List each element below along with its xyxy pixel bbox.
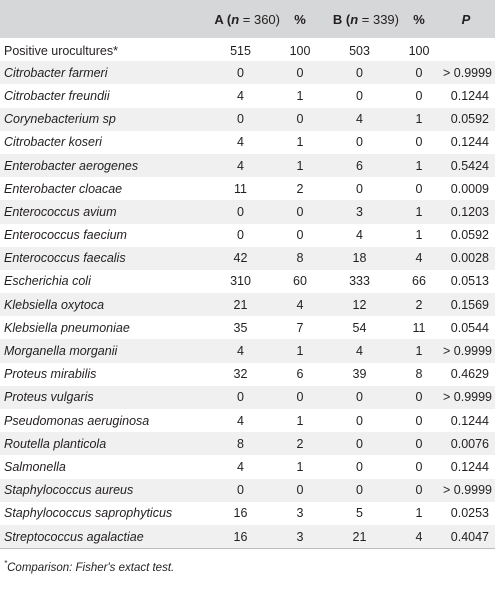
p-value-cell: 0.4047 [450, 529, 489, 544]
count-a-cell: 0 [237, 204, 244, 219]
count-b-cell: 0 [356, 459, 363, 474]
p-value-cell: 0.0513 [450, 274, 489, 289]
percent-a-cell: 0 [296, 204, 304, 219]
percent-b-cell: 0 [415, 88, 423, 103]
count-a-cell: 4 [237, 413, 244, 428]
organism-cell: Klebsiella pneumoniae [4, 320, 130, 335]
percent-b-cell: 1 [415, 158, 423, 173]
percent-b-cell: 1 [415, 112, 423, 127]
p-value-cell: > 0.9999 [443, 344, 493, 359]
count-a-cell: 4 [237, 459, 244, 474]
percent-a-cell: 100 [289, 44, 311, 59]
header-organism [0, 0, 199, 38]
organism-cell: Enterobacter cloacae [4, 181, 123, 196]
table-row [0, 409, 495, 432]
p-value-cell: 0.0028 [450, 251, 489, 266]
p-value-cell: 0.0592 [450, 228, 489, 243]
count-a-cell: 16 [233, 529, 248, 544]
percent-a-cell: 0 [296, 390, 304, 405]
table-row [0, 525, 495, 548]
organism-cell: Routella planticola [4, 436, 107, 451]
percent-a-cell: 1 [296, 88, 304, 103]
p-value-cell: 0.5424 [450, 158, 489, 173]
table-row [0, 177, 495, 200]
percent-b-cell: 0 [415, 181, 423, 196]
organism-cell: Salmonella [4, 459, 66, 474]
table-row [0, 293, 495, 316]
percent-b-cell: 0 [415, 65, 423, 80]
count-a-cell: 4 [237, 344, 244, 359]
percent-b-cell: 0 [415, 459, 423, 474]
count-b-cell: 5 [356, 506, 363, 521]
count-b-cell: 4 [356, 344, 363, 359]
table-row [0, 316, 495, 339]
table-row [0, 386, 495, 409]
count-b-cell: 0 [356, 413, 363, 428]
percent-a-cell: 7 [296, 320, 304, 335]
table-row [0, 200, 495, 223]
percent-b-cell: 1 [415, 228, 423, 243]
percent-a-cell: 1 [296, 158, 304, 173]
count-a-cell: 0 [237, 65, 244, 80]
percent-a-cell: 4 [296, 297, 304, 312]
percent-a-cell: 8 [296, 251, 304, 266]
table-row [0, 108, 495, 131]
p-value-cell: > 0.9999 [443, 390, 493, 405]
organism-cell: Positive urocultures* [4, 44, 118, 59]
percent-a-cell: 60 [293, 274, 307, 289]
percent-b-cell: 0 [415, 390, 423, 405]
p-value-cell [437, 38, 495, 61]
table-row [0, 363, 495, 386]
table-row [0, 455, 495, 478]
p-value-cell: 0.1203 [450, 204, 489, 219]
organism-cell: Corynebacterium sp [4, 112, 116, 127]
percent-b-cell: 4 [415, 529, 423, 544]
p-value-cell: 0.0592 [450, 112, 489, 127]
count-b-cell: 0 [356, 181, 363, 196]
percent-b-cell: 0 [415, 413, 423, 428]
table-row [0, 131, 495, 154]
percent-a-cell: 1 [296, 413, 304, 428]
organism-cell: Citrobacter farmeri [4, 65, 108, 80]
p-value-cell: 0.0076 [450, 436, 489, 451]
table-row [0, 38, 495, 61]
count-b-cell: 12 [352, 297, 367, 312]
percent-b-cell: 0 [415, 436, 423, 451]
organism-cell: Citrobacter koseri [4, 135, 102, 150]
percent-b-cell: 1 [415, 344, 423, 359]
count-a-cell: 4 [237, 135, 244, 150]
count-a-cell: 0 [237, 228, 244, 243]
header-group-a: A (n = 360) [214, 11, 280, 27]
count-a-cell: 515 [230, 44, 251, 59]
percent-a-cell: 3 [296, 506, 304, 521]
count-b-cell: 0 [356, 390, 363, 405]
header-percent-b: % [413, 11, 425, 27]
organism-cell: Staphylococcus saprophyticus [4, 506, 173, 521]
count-b-cell: 503 [349, 44, 370, 59]
table-row [0, 270, 495, 293]
organism-cell: Streptococcus agalactiae [4, 529, 144, 544]
table-row [0, 432, 495, 455]
percent-b-cell: 0 [415, 483, 423, 498]
percent-a-cell: 3 [296, 529, 304, 544]
percent-a-cell: 1 [296, 135, 304, 150]
organism-cell: Pseudomonas aeruginosa [4, 413, 150, 428]
p-value-cell: > 0.9999 [443, 483, 493, 498]
count-a-cell: 0 [237, 112, 244, 127]
organism-cell: Enterococcus faecium [4, 228, 127, 243]
count-b-cell: 21 [352, 529, 367, 544]
count-b-cell: 0 [356, 135, 363, 150]
percent-b-cell: 11 [412, 320, 426, 335]
table-row [0, 224, 495, 247]
count-b-cell: 0 [356, 436, 363, 451]
organism-cell: Klebsiella oxytoca [4, 297, 105, 312]
header-percent-a: % [294, 11, 306, 27]
count-b-cell: 39 [352, 367, 367, 382]
count-a-cell: 32 [233, 367, 248, 382]
organism-cell: Citrobacter freundii [4, 88, 110, 103]
p-value-cell: 0.0253 [450, 506, 489, 521]
table-body [0, 38, 495, 548]
count-a-cell: 310 [230, 274, 251, 289]
table-row [0, 502, 495, 525]
header-group-b: B (n = 339) [332, 11, 399, 27]
p-value-cell: 0.0544 [450, 320, 489, 335]
count-a-cell: 8 [237, 436, 244, 451]
table-row [0, 154, 495, 177]
organism-cell: Proteus mirabilis [4, 367, 97, 382]
count-a-cell: 4 [237, 158, 244, 173]
p-value-cell: 0.1244 [450, 135, 489, 150]
organism-cell: Escherichia coli [4, 274, 91, 289]
count-b-cell: 0 [356, 483, 363, 498]
p-value-cell: 0.1244 [450, 413, 489, 428]
table-row [0, 84, 495, 107]
count-a-cell: 11 [234, 181, 247, 196]
percent-a-cell: 0 [296, 483, 304, 498]
percent-a-cell: 2 [296, 181, 304, 196]
table-row [0, 479, 495, 502]
percent-b-cell: 66 [412, 274, 426, 289]
p-value-cell: > 0.9999 [443, 65, 493, 80]
percent-b-cell: 2 [415, 297, 423, 312]
percent-a-cell: 0 [296, 112, 304, 127]
percent-a-cell: 0 [296, 228, 304, 243]
table-header-row [0, 0, 495, 38]
percent-b-cell: 0 [415, 135, 423, 150]
percent-b-cell: 1 [415, 204, 423, 219]
table-footnote: *Comparison: Fisher's extact test. [4, 559, 175, 574]
count-a-cell: 35 [233, 320, 248, 335]
count-b-cell: 6 [356, 158, 363, 173]
table-row [0, 247, 495, 270]
count-b-cell: 3 [356, 204, 363, 219]
organism-cell: Enterococcus faecalis [4, 251, 126, 266]
header-p-value: P [461, 11, 471, 27]
count-b-cell: 333 [349, 274, 370, 289]
p-value-cell: 0.4629 [450, 367, 489, 382]
count-a-cell: 16 [233, 506, 248, 521]
organism-cell: Enterococcus avium [4, 204, 117, 219]
p-value-cell: 0.1569 [450, 297, 489, 312]
percent-a-cell: 1 [296, 459, 304, 474]
p-value-cell: 0.0009 [450, 181, 489, 196]
percent-a-cell: 2 [296, 436, 304, 451]
organism-cell: Proteus vulgaris [4, 390, 94, 405]
count-b-cell: 4 [356, 112, 363, 127]
count-b-cell: 4 [356, 228, 363, 243]
percent-b-cell: 1 [415, 506, 423, 521]
p-value-cell: 0.1244 [450, 459, 489, 474]
percent-b-cell: 100 [408, 44, 430, 59]
p-value-cell: 0.1244 [450, 88, 489, 103]
count-b-cell: 18 [352, 251, 367, 266]
count-b-cell: 54 [352, 320, 367, 335]
percent-b-cell: 4 [415, 251, 423, 266]
organism-cell: Morganella morganii [4, 344, 118, 359]
count-a-cell: 21 [233, 297, 248, 312]
percent-a-cell: 0 [296, 65, 304, 80]
organism-cell: Staphylococcus aureus [4, 483, 134, 498]
count-b-cell: 0 [356, 88, 363, 103]
table-row [0, 339, 495, 362]
table-row [0, 61, 495, 84]
count-b-cell: 0 [356, 65, 363, 80]
count-a-cell: 42 [233, 251, 248, 266]
count-a-cell: 4 [237, 88, 244, 103]
percent-a-cell: 6 [296, 367, 304, 382]
count-a-cell: 0 [237, 390, 244, 405]
count-a-cell: 0 [237, 483, 244, 498]
organism-cell: Enterobacter aerogenes [4, 158, 139, 173]
percent-b-cell: 8 [415, 367, 423, 382]
percent-a-cell: 1 [296, 344, 304, 359]
